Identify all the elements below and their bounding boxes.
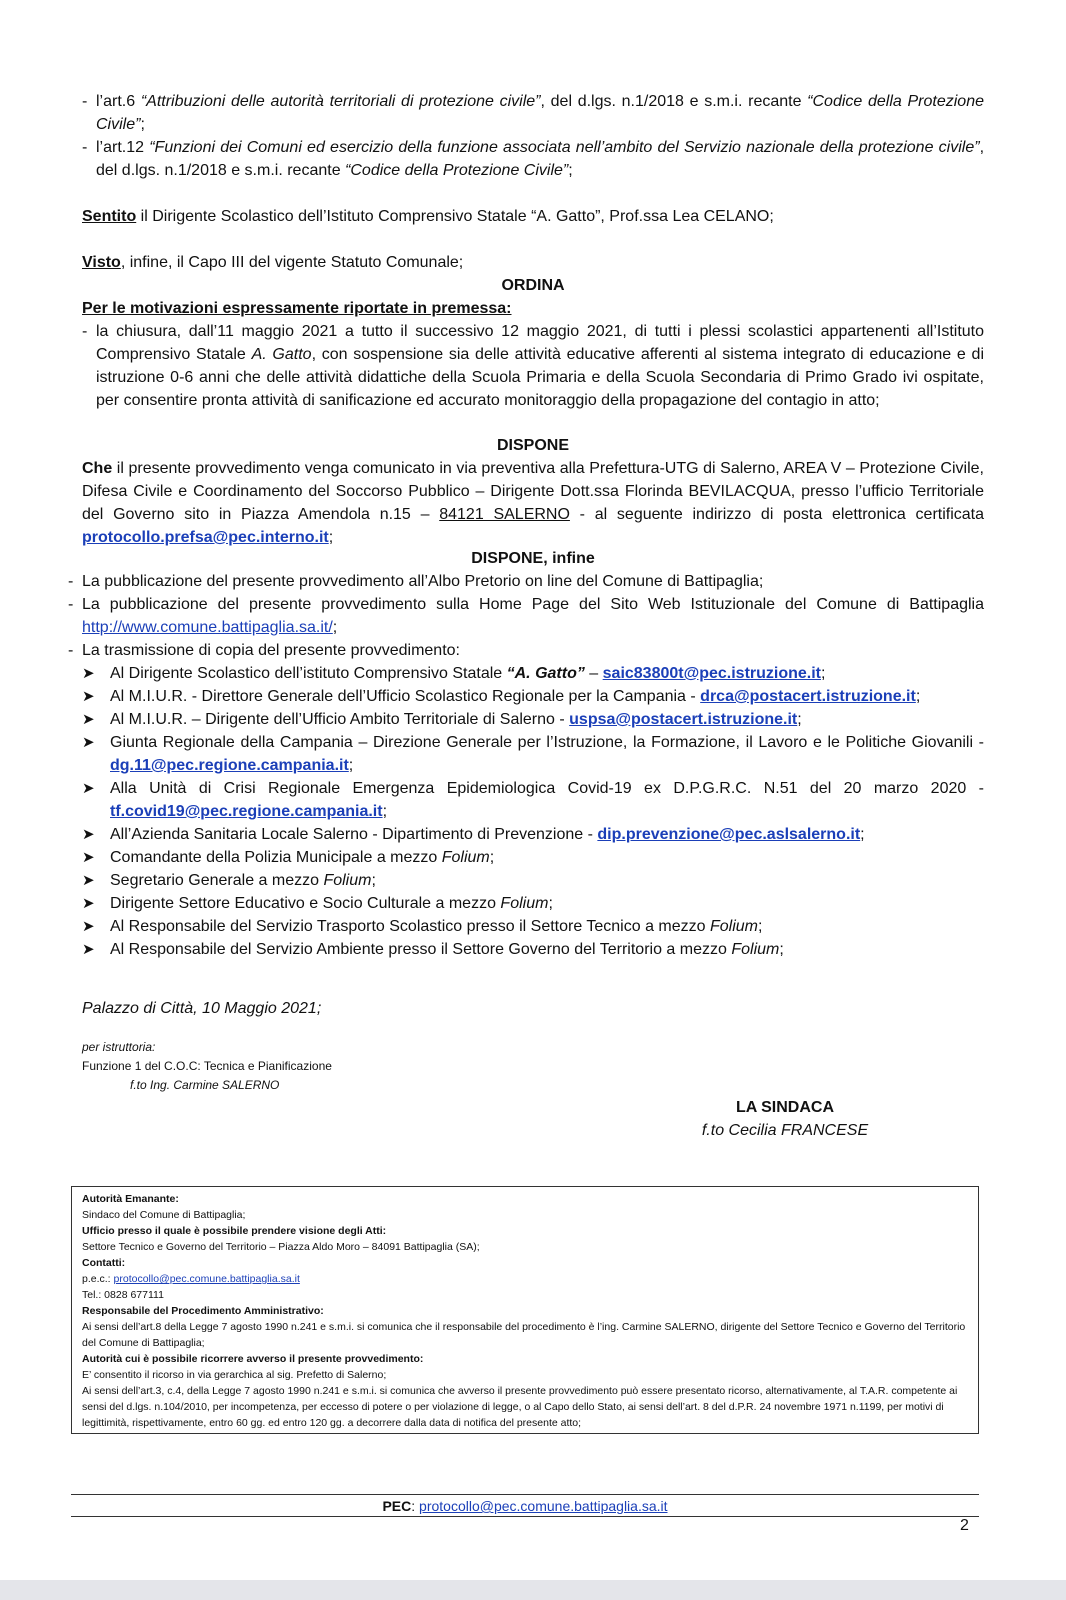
place-date: Palazzo di Città, 10 Maggio 2021; bbox=[82, 1000, 322, 1017]
footer-pec: PEC: protocollo@pec.comune.battipaglia.sa.it bbox=[382, 1498, 668, 1514]
visto-paragraph: Visto, infine, il Capo III del vigente Statuto Comunale; bbox=[82, 254, 464, 271]
recipient-email-link[interactable]: saic83800t@pec.istruzione.it bbox=[602, 665, 821, 682]
istruttoria-block bbox=[82, 1038, 332, 1095]
viewer-bottom-strip bbox=[0, 1580, 1066, 1600]
ufficio-label: Ufficio presso il quale è possibile prendere visione degli Atti: bbox=[82, 1225, 387, 1237]
responsabile-text: Ai sensi dell’art.8 della Legge 7 agosto 1990 n.241 e s.m.i. si comunica che il responsabile del procedimento è l’ing. Carmine SALERNO, dirigente del Settore Tecnico e Governo del Territorio del Comune di Battipaglia; bbox=[82, 1321, 966, 1349]
infine-item-albo: - La pubblicazione del presente provvedimento all’Albo Pretorio on line del Comune di Battipaglia; bbox=[68, 570, 984, 593]
ufficio-text: Settore Tecnico e Governo del Territorio – Piazza Aldo Moro – 84091 Battipaglia (SA); bbox=[82, 1241, 480, 1253]
autorita-label: Autorità Emanante: bbox=[82, 1193, 179, 1205]
arrowhead-right-icon: ➤ bbox=[82, 711, 95, 728]
recipient-item: ➤ All’Azienda Sanitaria Locale Salerno - Dipartimento di Prevenzione - dip.prevenzione@pec.aslsalerno.it; bbox=[82, 823, 984, 846]
arrowhead-right-icon: ➤ bbox=[82, 688, 95, 705]
recipient-email-link[interactable]: uspsa@postacert.istruzione.it bbox=[569, 711, 798, 728]
dash-bullet-icon: - bbox=[82, 93, 88, 110]
pec-contact: p.e.c.: protocollo@pec.comune.battipaglia.sa.it bbox=[82, 1273, 300, 1285]
arrowhead-right-icon: ➤ bbox=[82, 872, 95, 889]
recipient-email-link[interactable]: dg.11@pec.regione.campania.it bbox=[110, 757, 349, 774]
dispone-paragraph: Che il presente provvedimento venga comunicato in via preventiva alla Prefettura-UTG di Salerno, AREA V – Protezione Civile, Difesa Civile e Coordinamento del Soccorso Pubblico – Dirigente Dott.ssa Florinda BEVILACQUA, presso l’ufficio Territoriale del Governo sito in Piazza Amendola n.15 – 84121 SALERNO - al seguente indirizzo di posta elettronica certificata protocollo.prefsa@pec.interno.it; bbox=[82, 460, 985, 546]
recipient-email-link[interactable]: tf.covid19@pec.regione.campania.it bbox=[110, 803, 383, 820]
recipient-item: ➤ Segretario Generale a mezzo Folium; bbox=[82, 869, 984, 892]
arrowhead-right-icon: ➤ bbox=[82, 734, 95, 751]
dispone-heading: DISPONE bbox=[496, 437, 569, 454]
arrowhead-right-icon: ➤ bbox=[82, 780, 95, 797]
prefettura-email-link[interactable]: protocollo.prefsa@pec.interno.it bbox=[82, 529, 329, 546]
arrowhead-right-icon: ➤ bbox=[82, 826, 95, 843]
firma-ing: f.to Ing. Carmine SALERNO bbox=[130, 1078, 280, 1092]
dash-bullet-icon: - bbox=[82, 139, 88, 156]
recipient-item: ➤ Al Responsabile del Servizio Trasporto Scolastico presso il Settore Tecnico a mezzo Folium; bbox=[82, 915, 984, 938]
arrowhead-right-icon: ➤ bbox=[82, 849, 95, 866]
intro-item-art6: - l’art.6 “Attribuzioni delle autorità territoriali di protezione civile”, del d.lgs. n.1/2018 e s.m.i. recante “Codice della Protezione Civile”; bbox=[82, 90, 984, 136]
ricorso-text-1: E’ consentito il ricorso in via gerarchica al sig. Prefetto di Salerno; bbox=[82, 1369, 387, 1381]
autorita-text: Sindaco del Comune di Battipaglia; bbox=[82, 1209, 246, 1221]
arrowhead-right-icon: ➤ bbox=[82, 665, 95, 682]
dash-bullet-icon: - bbox=[68, 573, 74, 590]
footer-pec-email-link[interactable]: protocollo@pec.comune.battipaglia.sa.it bbox=[419, 1498, 668, 1514]
recipient-item: ➤ Al Responsabile del Servizio Ambiente presso il Settore Governo del Territorio a mezzo Folium; bbox=[82, 938, 984, 961]
funzione-coc: Funzione 1 del C.O.C: Tecnica e Pianificazione bbox=[82, 1059, 332, 1073]
page-number: 2 bbox=[960, 1517, 969, 1534]
ricorso-text-2: Ai sensi dell’art.3, c.4, della Legge 7 agosto 1990 n.241 e s.m.i. si comunica che avverso il presente provvedimento può essere presentato ricorso, alternativamente, al T.A.R. competente ai sensi del d.lgs. n.104/2010, per incompetenza, per eccesso di potere o per violazione di legge, o al Capo dello Stato, ai sensi dell’art. 8 del d.P.R. 24 novembre 1971 n.1199, per motivi di legittimità, rispettivamente, entro 60 gg. ed entro 120 gg. a decorrere dalla data di notifica del presente atto; bbox=[82, 1385, 958, 1429]
comune-website-link[interactable]: http://www.comune.battipaglia.sa.it/ bbox=[82, 619, 333, 636]
arrowhead-right-icon: ➤ bbox=[82, 895, 95, 912]
pec-email-link[interactable]: protocollo@pec.comune.battipaglia.sa.it bbox=[113, 1273, 300, 1285]
per-istruttoria-label: per istruttoria: bbox=[82, 1040, 156, 1054]
ordina-item-chiusura: - la chiusura, dall’11 maggio 2021 a tutto il successivo 12 maggio 2021, di tutti i plessi scolastici appartenenti all’Istituto Comprensivo Statale A. Gatto, con sospensione sia delle attività educative afferenti al sistema integrato di educazione e di istruzione 0-6 anni che delle attività didattiche della Scuola Primaria e della Scuola Secondaria di Primo Grado ivi ospitate, per consentire pronta attività di sanificazione ed accurato monitoraggio della propagazione del contagio in atto; bbox=[82, 320, 984, 412]
ordina-heading: ORDINA bbox=[501, 277, 565, 294]
sentito-paragraph: Sentito il Dirigente Scolastico dell’Istituto Comprensivo Statale “A. Gatto”, Prof.ssa Lea CELANO; bbox=[82, 208, 774, 225]
recipient-item: ➤ Alla Unità di Crisi Regionale Emergenza Epidemiologica Covid-19 ex D.P.G.R.C. N.51 del 20 marzo 2020 - tf.covid19@pec.regione.campania.it; bbox=[82, 777, 984, 823]
contatti-label: Contatti: bbox=[82, 1257, 126, 1269]
sindaca-signature bbox=[690, 1096, 880, 1142]
recipient-item: ➤ Al M.I.U.R. – Dirigente dell’Ufficio Ambito Territoriale di Salerno - uspsa@postacert.istruzione.it; bbox=[82, 708, 984, 731]
recipient-email-link[interactable]: drca@postacert.istruzione.it bbox=[700, 688, 916, 705]
infine-item-trasmissione: - La trasmissione di copia del presente provvedimento: bbox=[68, 639, 984, 662]
responsabile-label: Responsabile del Procedimento Amministrativo: bbox=[82, 1305, 324, 1317]
dash-bullet-icon: - bbox=[68, 596, 74, 613]
intro-item-art12: - l’art.12 “Funzioni dei Comuni ed esercizio della funzione associata nell’ambito del Servizio nazionale della protezione civile”, del d.lgs. n.1/2018 e s.m.i. recante “Codice della Protezione Civile”; bbox=[82, 136, 984, 182]
footer-divider bbox=[71, 1516, 979, 1517]
tel-contact: Tel.: 0828 677111 bbox=[82, 1289, 164, 1301]
recipient-email-link[interactable]: dip.prevenzione@pec.aslsalerno.it bbox=[597, 826, 861, 843]
sindaca-title: LA SINDACA bbox=[735, 1099, 835, 1116]
motivazioni-heading: Per le motivazioni espressamente riportate in premessa: bbox=[82, 300, 512, 317]
recipient-item: ➤ Comandante della Polizia Municipale a mezzo Folium; bbox=[82, 846, 984, 869]
ricorso-label: Autorità cui è possibile ricorrere avverso il presente provvedimento: bbox=[82, 1353, 424, 1365]
dash-bullet-icon: - bbox=[68, 642, 74, 659]
dash-bullet-icon: - bbox=[82, 323, 88, 340]
arrowhead-right-icon: ➤ bbox=[82, 918, 95, 935]
footer-divider bbox=[71, 1494, 979, 1495]
info-box bbox=[71, 1186, 979, 1434]
arrowhead-right-icon: ➤ bbox=[82, 941, 95, 958]
recipient-item: ➤ Al M.I.U.R. - Direttore Generale dell’Ufficio Scolastico Regionale per la Campania - drca@postacert.istruzione.it; bbox=[82, 685, 984, 708]
dispone-infine-heading: DISPONE, infine bbox=[471, 550, 595, 567]
recipient-item: ➤ Dirigente Settore Educativo e Socio Culturale a mezzo Folium; bbox=[82, 892, 984, 915]
recipient-item: ➤ Giunta Regionale della Campania – Direzione Generale per l’Istruzione, la Formazione, il Lavoro e le Politiche Giovanili - dg.11@pec.regione.campania.it; bbox=[82, 731, 984, 777]
infine-item-home-page: - La pubblicazione del presente provvedimento sulla Home Page del Sito Web Istituzionale del Comune di Battipaglia http://www.comune.battipaglia.sa.it/; bbox=[68, 593, 984, 639]
sindaca-firma: f.to Cecilia FRANCESE bbox=[701, 1122, 869, 1139]
recipient-item: ➤ Al Dirigente Scolastico dell’istituto Comprensivo Statale “A. Gatto” – saic83800t@pec.istruzione.it; bbox=[82, 662, 984, 685]
